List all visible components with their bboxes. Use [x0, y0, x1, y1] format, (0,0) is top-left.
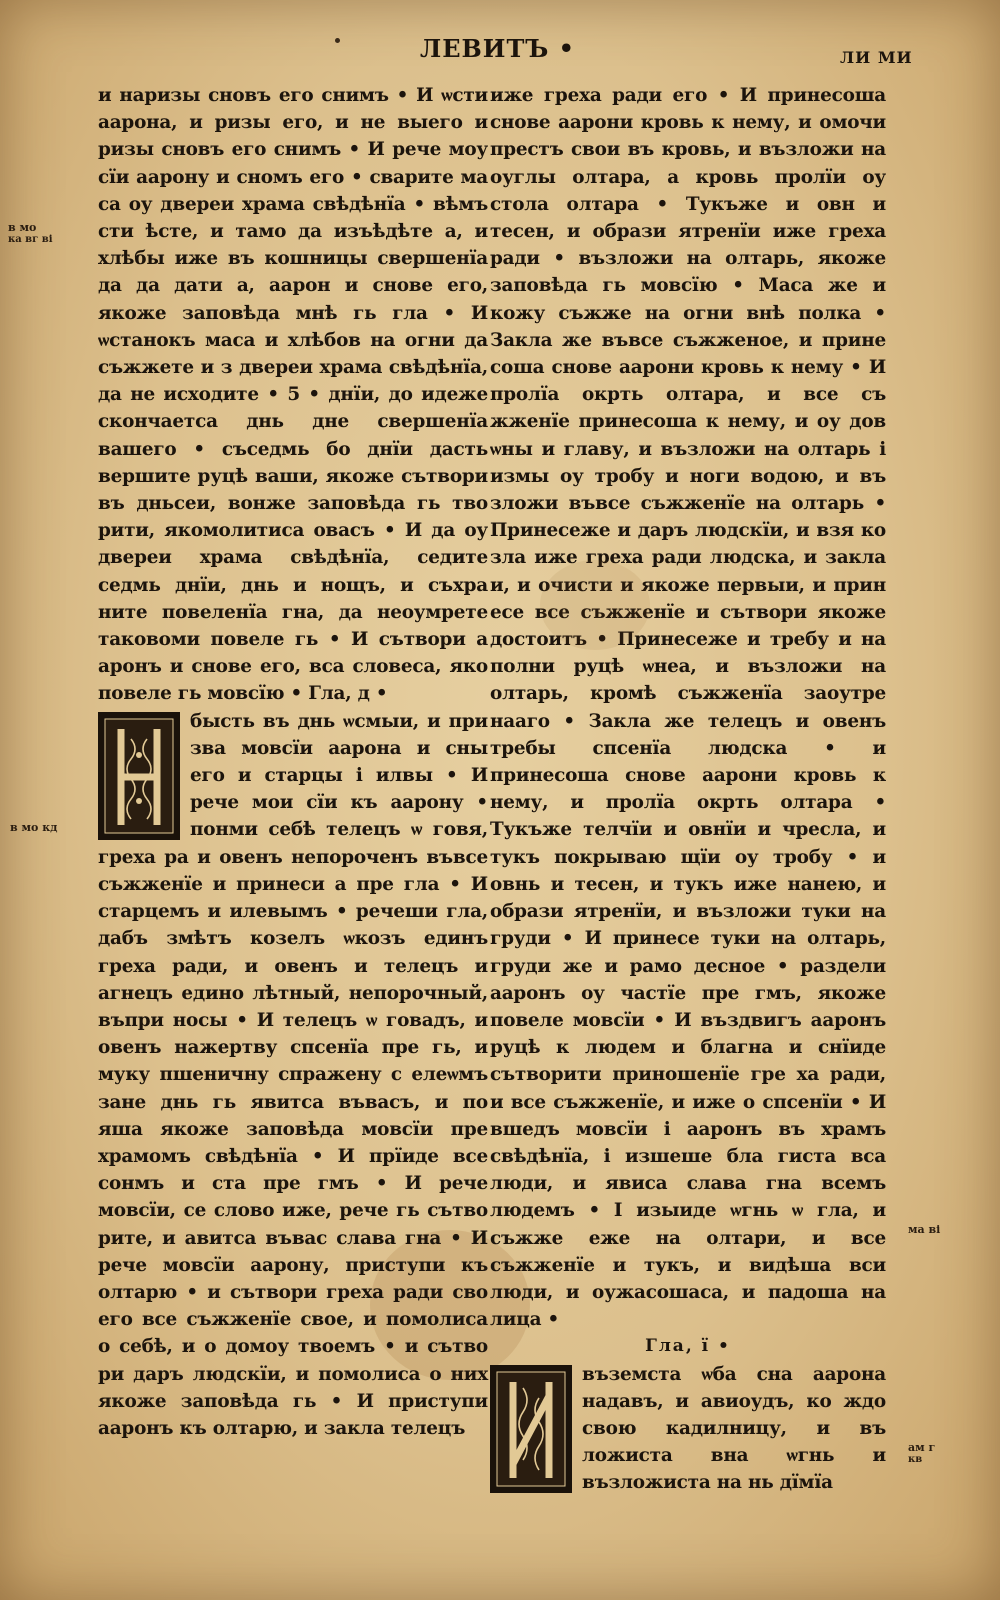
margin-note-main: ам г [908, 1441, 936, 1454]
margin-note-main: в мо кд [10, 821, 58, 834]
margin-note [908, 1224, 940, 1236]
text-column-left [98, 82, 488, 1442]
paragraph: и наризы сновъ его снимъ • И ѡсти аарона, и ризы его, и не выего и ризы сновъ его снимъ • И рече моу сїи аарону и сномъ его • сварите ма са оу двереи храма свѣдѣнїа • вѣмъ сти ѣсте, и тамо да изъѣдѣте а, и хлѣбы иже въ кошницы свершенїа да да дати а, аарон и снове его, якоже заповѣда мнѣ гь гла • И ѡстанокъ маса и хлѣбов на огни да съжжете и з двереи храма свѣдѣнїа, да не исходите • 5 • днїи, до идеже скончаетса днь дне свершенїа вашего • съседмь бо днїи дасть вершите руцѣ ваши, якоже сътвори въ дньсеи, вонже заповѣда гь тво рити, якомолитиса овасъ • И да оу двереи храма свѣдѣнїа, седите седмь днїи, днь и нощъ, и съхра ните повеленїа гна, да неоумрете таковоми повеле гь • И сътвори а аронъ и снове его, вса словеса, яко повеле гь мовсїю • Гла, д • [98, 85, 488, 705]
margin-note-sub: ка вг ві [8, 234, 53, 245]
chapter-heading: Гла, ї • [645, 1336, 731, 1357]
initial-dropcap-right [490, 1365, 572, 1493]
margin-note [908, 1442, 935, 1466]
margin-note-sub: кв [908, 1454, 923, 1465]
ornament-icon [101, 715, 177, 837]
margin-note-main: в мо [8, 221, 37, 234]
margin-note [8, 222, 53, 246]
initial-dropcap-left [98, 712, 180, 840]
ink-dot [335, 38, 340, 43]
page-title: ЛЕВИТЪ • [420, 34, 575, 63]
margin-note-main: ма ві [908, 1223, 941, 1236]
paragraph: бысть въ днь ѡсмыи, и при зва мовсїи аарона и сны его и старцы і илвы • И рече мои сїи къ аарону • понми себѣ телецъ ѡ говя, греха ра и овенъ непороченъ въвсе съжженїе и принеси а пре гла • И старцемъ и илевымъ • речеши гла, дабъ змѣтъ козелъ ѡкозъ единъ греха ради, и овенъ и телецъ и агнецъ едино лѣтный, непорочный, въпри носы • И телецъ ѡ говадъ, и овенъ нажертву спсенїа пре гь, и муку пшеничну спражену с елеѡмъ зане днь гь явитса въвасъ, и по яша якоже заповѣда мовсїи пре храмомъ свѣдѣнїа • И прїиде все сонмъ и ста пре гмъ • И рече мовсїи, се слово иже, рече гь сътво рите, и авитса въвас слава гна • И рече мовсїи аарону, приступи къ олтарю • и сътвори греха ради сво его все съжженїе свое, и помолиса о себѣ, и о домоу твоемъ • и сътво ри даръ людскїи, и помолиса о них якоже заповѣда гь • И приступи ааронъ къ олтарю, и заклa телецъ [98, 710, 488, 1439]
folio-number: ЛИ МИ [840, 48, 913, 67]
margin-note [10, 822, 57, 834]
paragraph: въземста ѡба сна аарона надавъ, и авиоудъ, ко ждо свою кадилницу, и въ ложиста вна ѡгнь и възложиста на нь дїмїа [582, 1363, 886, 1494]
paragraph: иже греха ради его • И принесоша снове аарони кровь к нему, и омочи престъ свои въ кровь, и възложи на оуглы олтара, а кровь пролїи оу стола олтара • Тукъже и овн и тесен, и образи ятренїи иже греха ради • възложи на олтарь, якоже заповѣда гь мовсїю • Маса же и кожу съжже на огни внѣ полка • Закла же въвсе съжженое, и прине соша снове аарони кровь к нему • И пролїа окрть олтара, и все съ жженїе принесоша к нему, и оу дов ѡны и главу, и възложи на олтарь і измы оу тробу и ноги водою, и въ зложи въвсе съжженїе на олтарь • Принесеже и даръ людскїи, и взя ко зла иже греха ради людска, и закла и, и очисти и якоже первыи, и прин есе все съжженїе и сътвори якоже достоитъ • Принесеже и требу и на полни руцѣ ѡнеа, и възложи на олтарь, кромѣ съжженїа заоутре нааго • Закла же телецъ и овенъ требы спсенїа людска • и принесоша снове аарони кровь к нему, и пролїа окрть олтара • Тукъже телчїи и овнїи и чресла, и тукъ покрываю щїи оу тробу • и овнь и тесен, и тукъ иже нанею, и образи ятренїи, и възложи туки на груди • И принесе туки на олтарь, груди же и рамо десное • раздели ааронъ оу частїе пре гмъ, якоже повеле мовсїи • И въздвигъ ааронъ руцѣ к людем и благна и снїиде сътворити приношенїе гре ха ради, и все съжженїе, и иже о спсенїи • И вшедъ мовсїи і ааронъ въ храмъ свѣдѣнїа, і изшеше бла гиста вса люди, и явиса слава гна всемъ людемъ • І изыиде ѡгнь ѡ гла, и съжже еже на олтари, и все съжженїе и тукъ, и видѣша вси люди, и оужасошаса, и падоша на лица • [490, 85, 886, 1331]
ornament-icon [493, 1368, 569, 1490]
text-column-right [490, 82, 886, 1497]
